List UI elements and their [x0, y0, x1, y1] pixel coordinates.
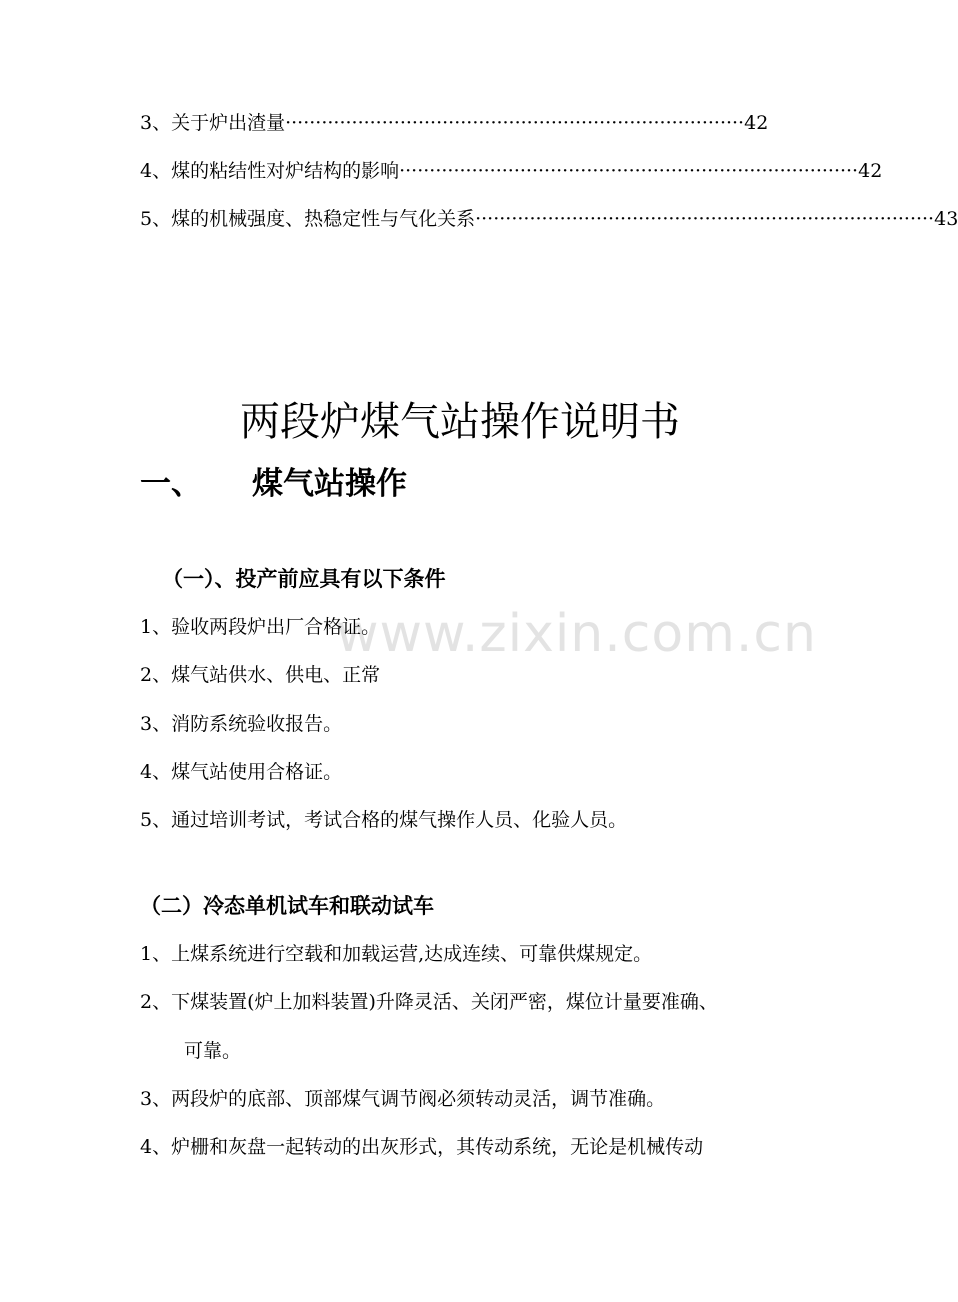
- toc-leader-dots: ············································································: [399, 160, 859, 182]
- list-item: 4、炉栅和灰盘一起转动的出灰形式，其传动系统，无论是机械传动: [140, 1136, 704, 1158]
- list-item: 4、煤气站使用合格证。: [140, 761, 343, 783]
- list-item: 2、煤气站供水、供电、正常: [140, 664, 381, 686]
- list-item: 1、验收两段炉出厂合格证。: [140, 616, 381, 638]
- list-item: 3、两段炉的底部、顶部煤气调节阀必须转动灵活，调节准确。: [140, 1088, 666, 1110]
- toc-entry-title: 5、煤的机械强度、热稳定性与气化关系: [140, 208, 476, 230]
- list-item: 3、消防系统验收报告。: [140, 713, 343, 735]
- toc-entry-title: 4、煤的粘结性对炉结构的影响: [140, 160, 400, 182]
- list-item: 2、下煤装置(炉上加料装置)升降灵活、关闭严密，煤位计量要准确、: [140, 991, 718, 1013]
- toc-entry-page: 42: [858, 160, 883, 182]
- list-item-continuation: 可靠。: [184, 1040, 242, 1062]
- toc-entry: [140, 204, 958, 234]
- list-item: 5、通过培训考试，考试合格的煤气操作人员、化验人员。: [140, 809, 628, 831]
- toc-leader-dots: ············································································: [475, 208, 935, 230]
- subsection-heading: （一）、投产前应具有以下条件: [162, 567, 446, 591]
- toc-entry-page: 42: [744, 112, 769, 134]
- toc-leader-dots: ············································································: [285, 112, 745, 134]
- watermark: www.zixin.com.cn: [336, 604, 817, 664]
- toc-entry-title: 3、关于炉出渣量: [140, 112, 286, 134]
- document-title: 两段炉煤气站操作说明书: [240, 399, 680, 445]
- list-item: 1、上煤系统进行空载和加载运营,达成连续、可靠供煤规定。: [140, 943, 653, 965]
- section-title: 煤气站操作: [252, 466, 407, 502]
- toc-entry-page: 43: [934, 208, 958, 230]
- subsection-heading: （二）冷态单机试车和联动试车: [140, 894, 434, 918]
- section-number: 一、: [140, 466, 202, 502]
- toc-entry: [140, 156, 883, 186]
- toc-entry: [140, 108, 769, 138]
